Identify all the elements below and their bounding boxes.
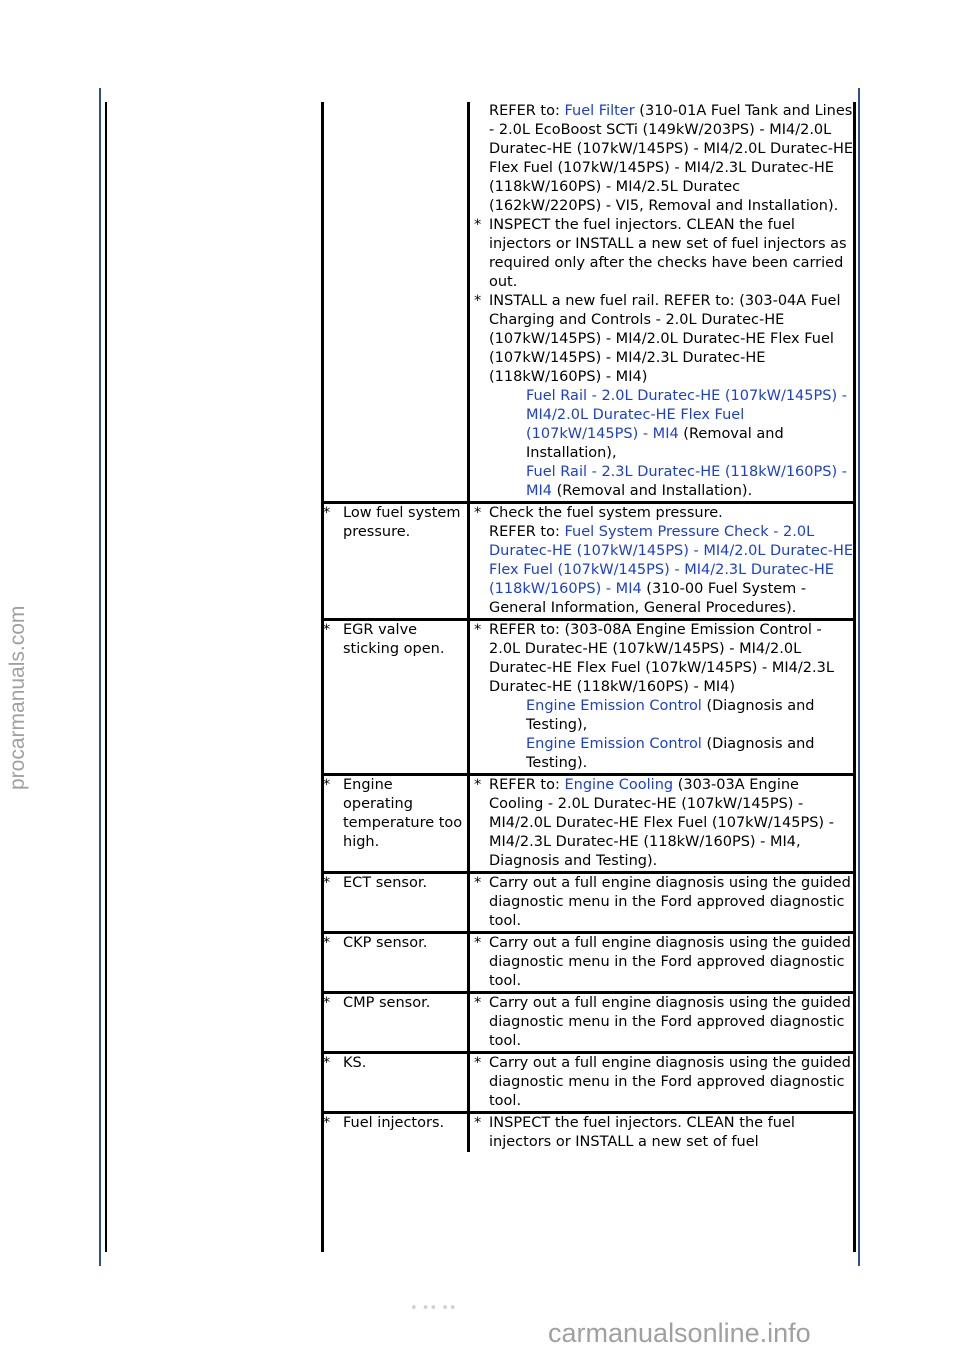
table-row (321, 1113, 855, 1153)
sub-reference: Fuel Rail - 2.3L Duratec-HE (118kW/160PS) - MI4 (Removal and Installation). (526, 464, 847, 499)
fuel-filter-link[interactable]: Fuel Filter (564, 103, 635, 119)
cause-cell: * CKP sensor. (321, 933, 469, 993)
bullet-star: * (474, 505, 482, 521)
fuel-rail-20-link[interactable]: Fuel Rail - 2.0L Duratec-HE (107kW/145PS) - MI4/2.0L Duratec-HE Flex Fuel (107kW/145PS) - MI4 (526, 388, 847, 442)
table-row (321, 933, 855, 993)
cause-cell: * KS. (321, 1053, 469, 1113)
action-cell: * Carry out a full engine diagnosis using the guided diagnostic menu in the Ford approved diagnostic tool. (469, 1053, 856, 1113)
frame-left-blue-line (99, 88, 101, 1266)
bullet-star: * (474, 875, 482, 891)
engine-emission-control-link[interactable]: Engine Emission Control (526, 736, 702, 752)
bullet-star: * (323, 1115, 331, 1131)
table-row (321, 1053, 855, 1113)
sub-reference: Fuel Rail - 2.0L Duratec-HE (107kW/145PS) - MI4/2.0L Duratec-HE Flex Fuel (107kW/145PS) - MI4 (Removal and Installation), (526, 388, 847, 461)
engine-emission-control-link[interactable]: Engine Emission Control (526, 698, 702, 714)
bullet-star: * (474, 622, 482, 638)
table-row (321, 775, 855, 873)
bullet-star: * (474, 1055, 482, 1071)
table-row (321, 503, 855, 620)
table-row (321, 993, 855, 1053)
bullet-star: * (323, 875, 331, 891)
fuel-pressure-check-link[interactable]: Fuel System Pressure Check - 2.0L Duratec-HE (107kW/145PS) - MI4/2.0L Duratec-HE Flex Fuel (107kW/145PS) - MI4/2.3L Duratec-HE (118kW/160PS) - MI4 (489, 524, 854, 597)
action-cell: * REFER to: (303-08A Engine Emission Control - 2.0L Duratec-HE (107kW/145PS) - MI4/2.0L Duratec-HE Flex Fuel (107kW/145PS) - MI4/2.3L Duratec-HE (118kW/160PS) - MI4) Engine Emission Control (Diagnosis and Testing), Engine Emission Control (Diagnosis and Testing). (469, 620, 856, 775)
bottom-watermark: carmanualsonline.info (548, 1318, 811, 1348)
list-item: * INSTALL a new fuel rail. REFER to: (303-04A Fuel Charging and Controls - 2.0L Duratec-HE (107kW/145PS) - MI4/2.0L Duratec-HE Flex Fuel (107kW/145PS) - MI4/2.3L Duratec-HE (118kW/160PS) - MI4) (474, 293, 841, 385)
action-cell: * REFER to: Engine Cooling (303-03A Engine Cooling - 2.0L Duratec-HE (107kW/145PS) - MI4/2.0L Duratec-HE Flex Fuel (107kW/145PS) - MI4/2.3L Duratec-HE (118kW/160PS) - MI4, Diagnosis and Testing). (469, 775, 856, 873)
table-row (321, 102, 855, 503)
bullet-star: * (474, 777, 482, 793)
action-cell: * Carry out a full engine diagnosis using the guided diagnostic menu in the Ford approved diagnostic tool. (469, 993, 856, 1053)
bullet-star: * (474, 293, 482, 309)
frame-left-black-line (105, 102, 107, 1252)
list-item: * INSPECT the fuel injectors. CLEAN the fuel injectors or INSTALL a new set of fuel injectors as required only after the checks have been carried out. (474, 217, 847, 290)
engine-cooling-link[interactable]: Engine Cooling (564, 777, 674, 793)
fuel-rail-23-link[interactable]: Fuel Rail - 2.3L Duratec-HE (118kW/160PS) - MI4 (526, 464, 847, 499)
cause-cell: * EGR valve sticking open. (321, 620, 469, 775)
cause-cell: * Low fuel system pressure. (321, 503, 469, 620)
bullet-star: * (323, 622, 331, 638)
bullet-star: * (323, 995, 331, 1011)
action-cell (469, 102, 856, 503)
side-watermark: procarmanuals.com (6, 605, 29, 790)
cause-cell: * CMP sensor. (321, 993, 469, 1053)
cause-cell (321, 102, 469, 503)
bullet-star: * (474, 217, 482, 233)
bullet-star: * (323, 1055, 331, 1071)
cause-cell: * ECT sensor. (321, 873, 469, 933)
action-cell: * INSPECT the fuel injectors. CLEAN the fuel injectors or INSTALL a new set of fuel (469, 1113, 856, 1153)
refer-paragraph: REFER to: Fuel Filter (310-01A Fuel Tank and Lines - 2.0L EcoBoost SCTi (149kW/203PS) - MI4/2.0L Duratec-HE (107kW/145PS) - MI4/2.0L Duratec-HE Flex Fuel (107kW/145PS) - MI4/2.3L Duratec-HE (118kW/160PS) - MI4/2.5L Duratec (162kW/220PS) - VI5, Removal and Installation). (489, 103, 854, 214)
table-row (321, 620, 855, 775)
bullet-star: * (474, 935, 482, 951)
action-cell: * Check the fuel system pressure. REFER to: Fuel System Pressure Check - 2.0L Duratec-HE (107kW/145PS) - MI4/2.0L Duratec-HE Flex Fuel (107kW/145PS) - MI4/2.3L Duratec-HE (118kW/160PS) - MI4 (310-00 Fuel System - General Information, General Procedures). (469, 503, 856, 620)
action-cell: * Carry out a full engine diagnosis using the guided diagnostic menu in the Ford approved diagnostic tool. (469, 933, 856, 993)
symptom-cause-action-table (321, 102, 855, 1152)
cause-cell: * Fuel injectors. (321, 1113, 469, 1153)
bullet-star: * (323, 935, 331, 951)
bullet-star: * (474, 1115, 482, 1131)
frame-right-blue-line (858, 88, 860, 1266)
bullet-star: * (323, 505, 331, 521)
bullet-star: * (474, 995, 482, 1011)
bullet-star: * (323, 777, 331, 793)
cause-cell: * Engine operating temperature too high. (321, 775, 469, 873)
table-row (321, 873, 855, 933)
page-number: • •• •• (410, 1301, 457, 1316)
action-cell: * Carry out a full engine diagnosis using the guided diagnostic menu in the Ford approved diagnostic tool. (469, 873, 856, 933)
